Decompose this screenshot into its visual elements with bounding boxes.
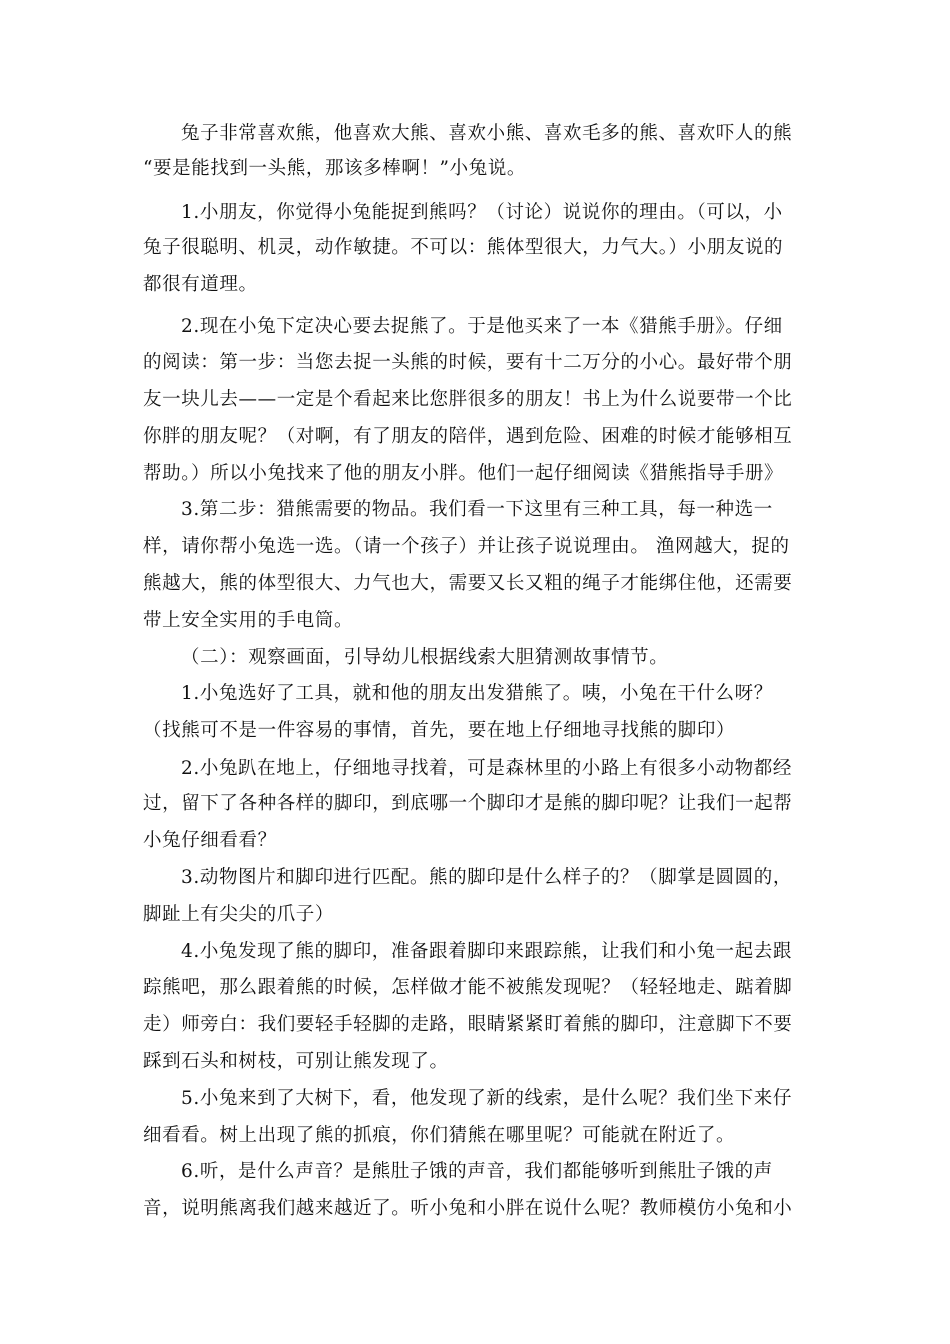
text-line: 5.小兔来到了大树下，看，他发现了新的线索，是什么呢？我们坐下来仔 (181, 1088, 792, 1109)
text-line: 1.小朋友，你觉得小兔能捉到熊吗？（讨论）说说你的理由。（可以，小 (181, 202, 783, 223)
text-line: 小兔仔细看看？ (143, 830, 277, 851)
text-line: 带上安全实用的手电筒。 (143, 610, 354, 631)
text-line: 走）师旁白：我们要轻手轻脚的走路，眼睛紧紧盯着熊的脚印，注意脚下不要 (143, 1014, 793, 1035)
text-line: 1.小兔选好了工具，就和他的朋友出发猎熊了。咦，小兔在干什么呀？ (181, 683, 773, 704)
text-line: 2.小兔趴在地上，仔细地寻找着，可是森林里的小路上有很多小动物都经 (181, 758, 792, 779)
text-line: 你胖的朋友呢？（对啊，有了朋友的陪伴，遇到危险、困难的时候才能够相互 (143, 426, 793, 447)
text-line: （找熊可不是一件容易的事情，首先，要在地上仔细地寻找熊的脚印） (143, 720, 736, 741)
text-line: 踪熊吧，那么跟着熊的时候，怎样做才能不被熊发现呢？（轻轻地走、踮着脚 (143, 977, 793, 998)
text-line: 样，请你帮小兔选一选。（请一个孩子）并让孩子说说理由。 渔网越大，捉的 (143, 536, 790, 557)
section-heading: （二）：观察画面，引导幼儿根据线索大胆猜测故事情节。 (181, 647, 669, 668)
text-line: 的阅读：第一步：当您去捉一头熊的时候，要有十二万分的小心。最好带个朋 (143, 352, 793, 373)
text-line: 熊越大，熊的体型很大、力气也大，需要又长又粗的绳子才能绑住他，还需要 (143, 573, 793, 594)
text-line: 3.第二步：猎熊需要的物品。我们看一下这里有三种工具，每一种选一 (181, 499, 773, 520)
text-line: 细看看。树上出现了熊的抓痕，你们猜熊在哪里呢？可能就在附近了。 (143, 1125, 736, 1146)
text-line: 兔子非常喜欢熊，他喜欢大熊、喜欢小熊、喜欢毛多的熊、喜欢吓人的熊 (181, 123, 793, 144)
text-line: 3.动物图片和脚印进行匹配。熊的脚印是什么样子的？（脚掌是圆圆的， (181, 867, 792, 888)
text-line: 音，说明熊离我们越来越近了。听小兔和小胖在说什么呢？教师模仿小兔和小 (143, 1198, 793, 1219)
text-line: 过，留下了各种各样的脚印，到底哪一个脚印才是熊的脚印呢？让我们一起帮 (143, 793, 793, 814)
text-line: 帮助。）所以小兔找来了他的朋友小胖。他们一起仔细阅读《猎熊指导手册》 (143, 463, 784, 484)
text-line: 踩到石头和树枝，可别让熊发现了。 (143, 1051, 449, 1072)
text-line: 4.小兔发现了熊的脚印，准备跟着脚印来跟踪熊，让我们和小兔一起去跟 (181, 941, 792, 962)
text-line: “要是能找到一头熊，那该多棒啊！”小兔说。 (143, 158, 527, 179)
text-line: 6.听，是什么声音？是熊肚子饿的声音，我们都能够听到熊肚子饿的声 (181, 1161, 773, 1182)
text-line: 兔子很聪明、机灵，动作敏捷。不可以：熊体型很大，力气大。）小朋友说的 (143, 237, 784, 258)
text-line: 2.现在小兔下定决心要去捉熊了。于是他买来了一本《猎熊手册》。仔细 (181, 316, 783, 337)
text-line: 都很有道理。 (143, 274, 258, 295)
text-line: 友一块儿去——一定是个看起来比您胖很多的朋友！书上为什么说要带一个比 (143, 389, 793, 410)
text-line: 脚趾上有尖尖的爪子） (143, 904, 335, 925)
